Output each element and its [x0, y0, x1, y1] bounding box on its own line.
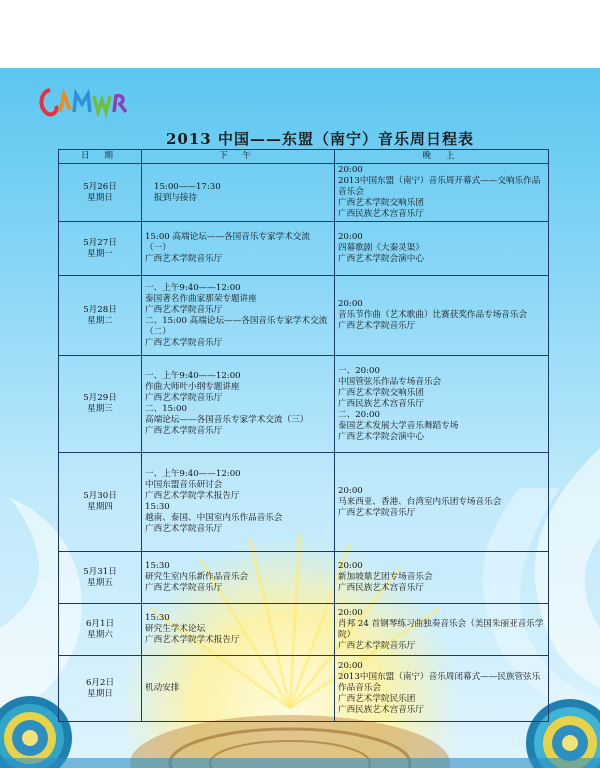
header-evening: 晚 上	[335, 150, 549, 164]
afternoon-cell: 一、上午9:40——12:00 作曲大师叶小纲专题讲座 广西艺术学院音乐厅 二、15:00 高端论坛——各国音乐专家学术交流（三） 广西艺术学院音乐厅	[142, 356, 335, 453]
date-cell: 5月28日 星期二	[59, 276, 142, 356]
afternoon-cell: 15:30 研究生学术论坛 广西艺术学院学术报告厅	[142, 604, 335, 656]
date-cell: 5月27日 星期一	[59, 222, 142, 276]
schedule-table	[58, 149, 549, 722]
header-date: 日 期	[59, 150, 142, 164]
asean-music-week-logo	[36, 82, 132, 124]
page-title: 2013 中国——东盟（南宁）音乐周日程表	[166, 130, 474, 148]
table-row	[59, 604, 549, 656]
table-row	[59, 356, 549, 453]
afternoon-cell: 15:30 研究生室内乐新作品音乐会 广西艺术学院音乐厅	[142, 552, 335, 604]
evening-cell: 20:00 肖邦 24 首钢琴练习曲独奏音乐会（美国朱丽亚音乐学院） 广西艺术学院音乐厅	[335, 604, 549, 656]
afternoon-cell: 一、上午9:40——12:00 中国东盟音乐研讨会 广西艺术学院学术报告厅 15:30 越南、泰国、中国室内乐作品音乐会 广西艺术学院音乐厅	[142, 453, 335, 552]
date-cell: 6月1日 星期六	[59, 604, 142, 656]
date-cell: 6月2日 星期日	[59, 656, 142, 722]
header-afternoon: 下 午	[142, 150, 335, 164]
date-cell: 5月30日 星期四	[59, 453, 142, 552]
table-row	[59, 552, 549, 604]
evening-cell: 20:00 新加坡鼎艺团专场音乐会 广西民族艺术宫音乐厅	[335, 552, 549, 604]
afternoon-cell: 15:00 高端论坛——各国音乐专家学术交流（一） 广西艺术学院音乐厅	[142, 222, 335, 276]
table-row	[59, 164, 549, 222]
table-row	[59, 656, 549, 722]
evening-cell: 20:00 四幕歌剧《大秦灵渠》 广西艺术学院会演中心	[335, 222, 549, 276]
evening-cell: 20:00 马来西亚、香港、台湾室内乐团专场音乐会 广西艺术学院音乐厅	[335, 453, 549, 552]
evening-cell: 20:00 2013中国东盟（南宁）音乐周闭幕式——民族管弦乐作品音乐会 广西艺术学院民乐团 广西民族艺术宫音乐厅	[335, 656, 549, 722]
table-row	[59, 276, 549, 356]
poster-background	[0, 68, 600, 768]
afternoon-cell: 一、上午9:40——12:00 泰国著名作曲家那荣专题讲座 广西艺术学院音乐厅 二、15:00 高端论坛——各国音乐专家学术交流（二） 广西艺术学院音乐厅	[142, 276, 335, 356]
table-row	[59, 453, 549, 552]
table-header-row	[59, 150, 549, 164]
date-cell: 5月26日 星期日	[59, 164, 142, 222]
table-row	[59, 222, 549, 276]
afternoon-cell: 机动安排	[142, 656, 335, 722]
evening-cell: 20:00 音乐节作曲（艺术歌曲）比赛获奖作品专场音乐会 广西艺术学院音乐厅	[335, 276, 549, 356]
date-cell: 5月29日 星期三	[59, 356, 142, 453]
evening-cell: 一、20:00 中国管弦乐作品专场音乐会 广西艺术学院交响乐团 广西民族艺术宫音乐厅 二、20:00 泰国艺术发展大学音乐舞蹈专场 广西艺术学院会演中心	[335, 356, 549, 453]
afternoon-cell: 15:00——17:30 报到与接待	[142, 164, 335, 222]
date-cell: 5月31日 星期五	[59, 552, 142, 604]
evening-cell: 20:00 2013中国东盟（南宁）音乐周开幕式——交响乐作品音乐会 广西艺术学院交响乐团 广西民族艺术宫音乐厅	[335, 164, 549, 222]
